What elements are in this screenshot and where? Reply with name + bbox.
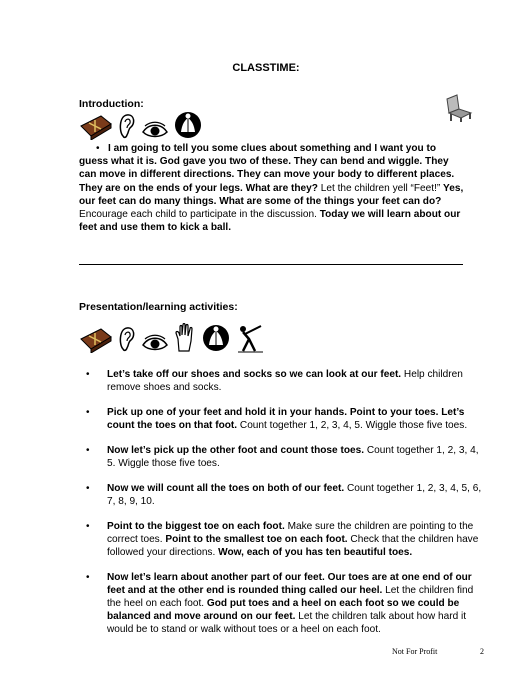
item-text: Count together 1, 2, 3, 4, 5, 6, 7, 8, 9, 10. — [107, 483, 482, 507]
section-divider — [79, 264, 463, 265]
bible-icon — [79, 112, 113, 140]
list-item — [79, 368, 484, 394]
item-text: Now we will count all the toes on both of our feet. — [107, 483, 345, 494]
bible-icon — [79, 325, 113, 353]
item-text: Check that the children have followed your directions. — [107, 534, 479, 558]
item-text: God put toes and a heel on each foot so we could be balanced and move around on our feet. — [107, 598, 460, 622]
footer-label: Not For Profit — [392, 647, 438, 656]
activities-list — [79, 368, 484, 648]
ear-icon — [117, 112, 137, 140]
item-text: Now let’s pick up the other foot and count those toes. — [107, 445, 365, 456]
item-text: Help children remove shoes and socks. — [107, 369, 463, 393]
intro-segment: Yes, our feet can do many things. What are some of the things your feet can do? — [79, 182, 464, 207]
intro-segment: I am going to tell you some clues about something and I want you to guess what it is. God gave you two of these. They can bend and wiggle. They can move in different directions. They can move your body to different places. They are on the ends of your legs. What are they? — [79, 143, 455, 194]
intro-icon-row — [79, 110, 203, 140]
list-bullet: • — [86, 572, 90, 583]
list-bullet: • — [86, 445, 90, 456]
item-text: Count together 1, 2, 3, 4, 5. Wiggle those five toes. — [237, 420, 468, 431]
list-bullet: • — [86, 407, 90, 418]
list-item — [79, 482, 484, 508]
item-text: Count together 1, 2, 3, 4, 5. Wiggle those five toes. — [107, 445, 479, 469]
intro-segment: Encourage each child to participate in the discussion. — [79, 209, 320, 221]
item-text: Let’s take off our shoes and socks so we can look at our feet. — [107, 369, 402, 380]
intro-segment: Today we will learn about our feet and use them to kick a ball. — [79, 209, 461, 234]
ear-icon — [117, 325, 137, 353]
item-text: Make sure the children are pointing to the correct toes. — [107, 521, 474, 545]
intro-segment: Let the children yell “Feet!” — [317, 182, 444, 194]
eye-icon — [141, 120, 169, 140]
list-bullet: • — [86, 369, 90, 380]
stretching-person-icon — [235, 323, 265, 353]
item-text: Wow, each of you has ten beautiful toes. — [218, 547, 413, 558]
intro-paragraph — [79, 142, 464, 234]
page-title: CLASSTIME: — [232, 62, 300, 74]
item-text: Let the children talk about how hard it would be to stand or walk without toes or a heel on each foot. — [107, 611, 467, 635]
list-item — [79, 406, 484, 432]
list-bullet: • — [86, 483, 90, 494]
list-item — [79, 571, 484, 636]
intro-bullet: • — [96, 143, 100, 154]
eye-icon — [141, 333, 169, 353]
prayer-globe-icon — [201, 323, 231, 353]
hand-icon — [173, 323, 197, 353]
intro-heading: Introduction: — [79, 98, 144, 110]
item-text: Now let’s learn about another part of our feet. Our toes are at one end of our feet and at the other end is rounded thing called our heel. — [107, 572, 472, 596]
page-number: 2 — [480, 647, 484, 656]
prayer-globe-icon — [173, 110, 203, 140]
chair-icon — [443, 93, 475, 123]
item-text: Point to the smallest toe on each foot. — [165, 534, 348, 545]
list-item — [79, 520, 484, 559]
item-text: Point to the biggest toe on each foot. — [107, 521, 285, 532]
presentation-heading: Presentation/learning activities: — [79, 301, 238, 313]
list-bullet: • — [86, 521, 90, 532]
item-text: Let the children find the heel on each foot. — [107, 585, 474, 609]
presentation-icon-row — [79, 323, 265, 353]
item-text: Pick up one of your feet and hold it in your hands. Point to your toes. Let’s count the toes on that foot. — [107, 407, 465, 431]
list-item — [79, 444, 484, 470]
